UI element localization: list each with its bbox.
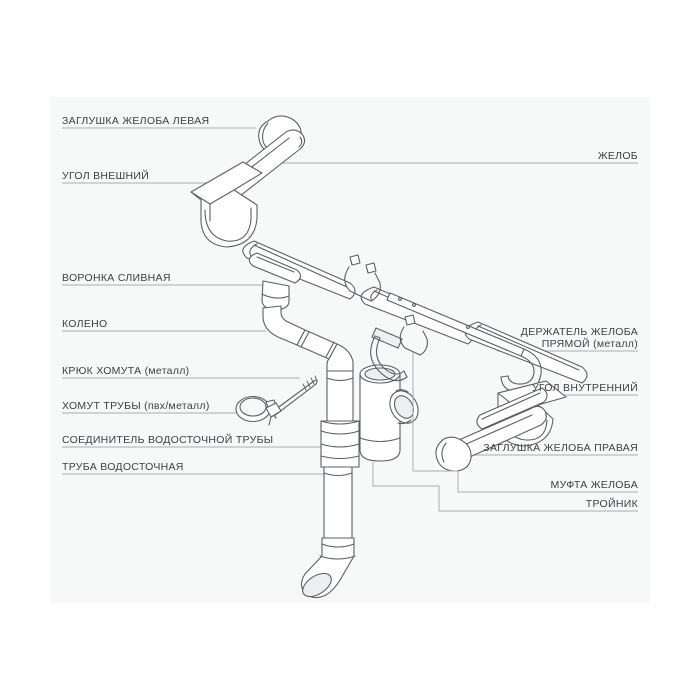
- label-metal-holder-line1: ДЕРЖАТЕЛЬ ЖЕЛОБА: [520, 326, 638, 338]
- label-metal-holder-line2: ПРЯМОЙ (металл): [541, 338, 638, 350]
- label-tee: ТРОЙНИК: [585, 498, 638, 510]
- label-pipe-connector: СОЕДИНИТЕЛЬ ВОДОСТОЧНОЙ ТРУБЫ: [62, 434, 274, 446]
- label-gutter-end-cap-right: ЗАГЛУШКА ЖЕЛОБА ПРАВАЯ: [483, 442, 638, 454]
- label-gutter-end-cap-left: ЗАГЛУШКА ЖЕЛОБА ЛЕВАЯ: [62, 115, 210, 127]
- label-clamp-hook: КРЮК ХОМУТА (металл): [62, 365, 190, 377]
- label-elbow: КОЛЕНО: [62, 318, 108, 330]
- label-downpipe: ТРУБА ВОДОСТОЧНАЯ: [62, 461, 184, 473]
- label-pipe-clamp: ХОМУТ ТРУБЫ (пвх/металл): [62, 400, 210, 412]
- part-pipe-upper: [327, 371, 353, 421]
- label-gutter-coupling: МУФТА ЖЕЛОБА: [550, 479, 638, 491]
- label-metal-holder: [521, 326, 638, 350]
- part-pipe-connector: [321, 421, 359, 467]
- label-corner-inner: УГОЛ ВНУТРЕННИЙ: [531, 382, 638, 394]
- label-gutter: ЖЕЛОБ: [597, 150, 638, 162]
- label-funnel: ВОРОНКА СЛИВНАЯ: [62, 272, 171, 284]
- label-corner-outer: УГОЛ ВНЕШНИЙ: [62, 170, 150, 182]
- part-downpipe: [324, 467, 352, 540]
